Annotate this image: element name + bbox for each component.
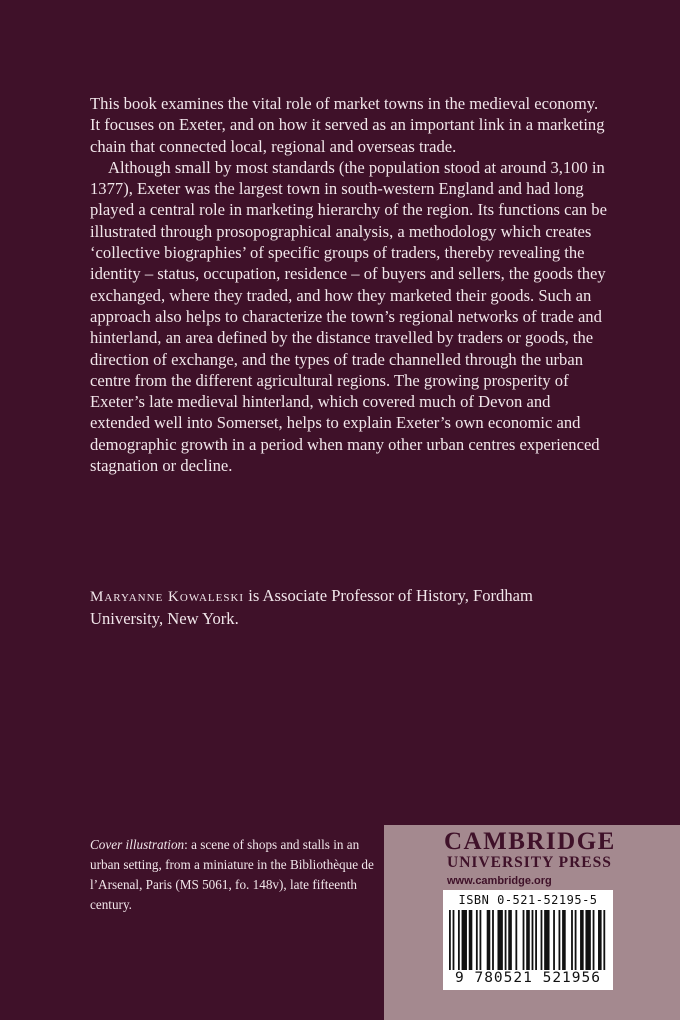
blurb-paragraph-1: This book examines the vital role of market towns in the medieval economy. It focuses on Exeter, and on how it served as an important link in a marketing chain that connected local, regional and overseas trade. [90, 94, 605, 156]
publisher-url: www.cambridge.org [447, 875, 552, 887]
publisher-name: CAMBRIDGE [444, 828, 616, 855]
cover-illustration-text: : a scene of shops and stalls in an urban setting, from a miniature in the Bibliothèque de l’Arsenal, Paris (MS 5061, fo. 148v), late fifteenth century. [90, 837, 374, 912]
author-description: is Associate Professor of History, Fordham University, New York. [90, 586, 533, 629]
barcode-block [443, 890, 613, 990]
barcode-icon [449, 910, 607, 970]
isbn-text: ISBN 0-521-52195-5 [458, 893, 598, 907]
back-cover-blurb [90, 93, 610, 476]
cover-illustration-credit [90, 835, 382, 915]
ean-digits: 9 780521 521956 [455, 970, 601, 986]
publisher-press: UNIVERSITY PRESS [447, 854, 612, 871]
author-name: Maryanne Kowaleski [90, 589, 245, 605]
cover-illustration-label: Cover illustration [90, 837, 185, 852]
author-bio [90, 585, 610, 630]
blurb-paragraph-2: Although small by most standards (the population stood at around 3,100 in 1377), Exeter was the largest town in south-western England and had long played a central role in marketing hierarchy of the region. Its functions can be illustrated through prosopographical analysis, a methodology which creates ‘collective biographies’ of specific groups of traders, thereby revealing the identity – status, occupation, residence – of buyers and sellers, the goods they exchanged, where they traded, and how they marketed their goods. Such an approach also helps to characterize the town’s regional networks of trade and hinterland, an area defined by the distance travelled by traders or goods, the direction of exchange, and the types of trade channelled through the urban centre from the different agricultural regions. The growing prosperity of Exeter’s late medieval hinterland, which covered much of Devon and extended well into Somerset, helps to explain Exeter’s own economic and demographic growth in a period when many other urban centres experienced stagnation or decline. [90, 157, 607, 476]
